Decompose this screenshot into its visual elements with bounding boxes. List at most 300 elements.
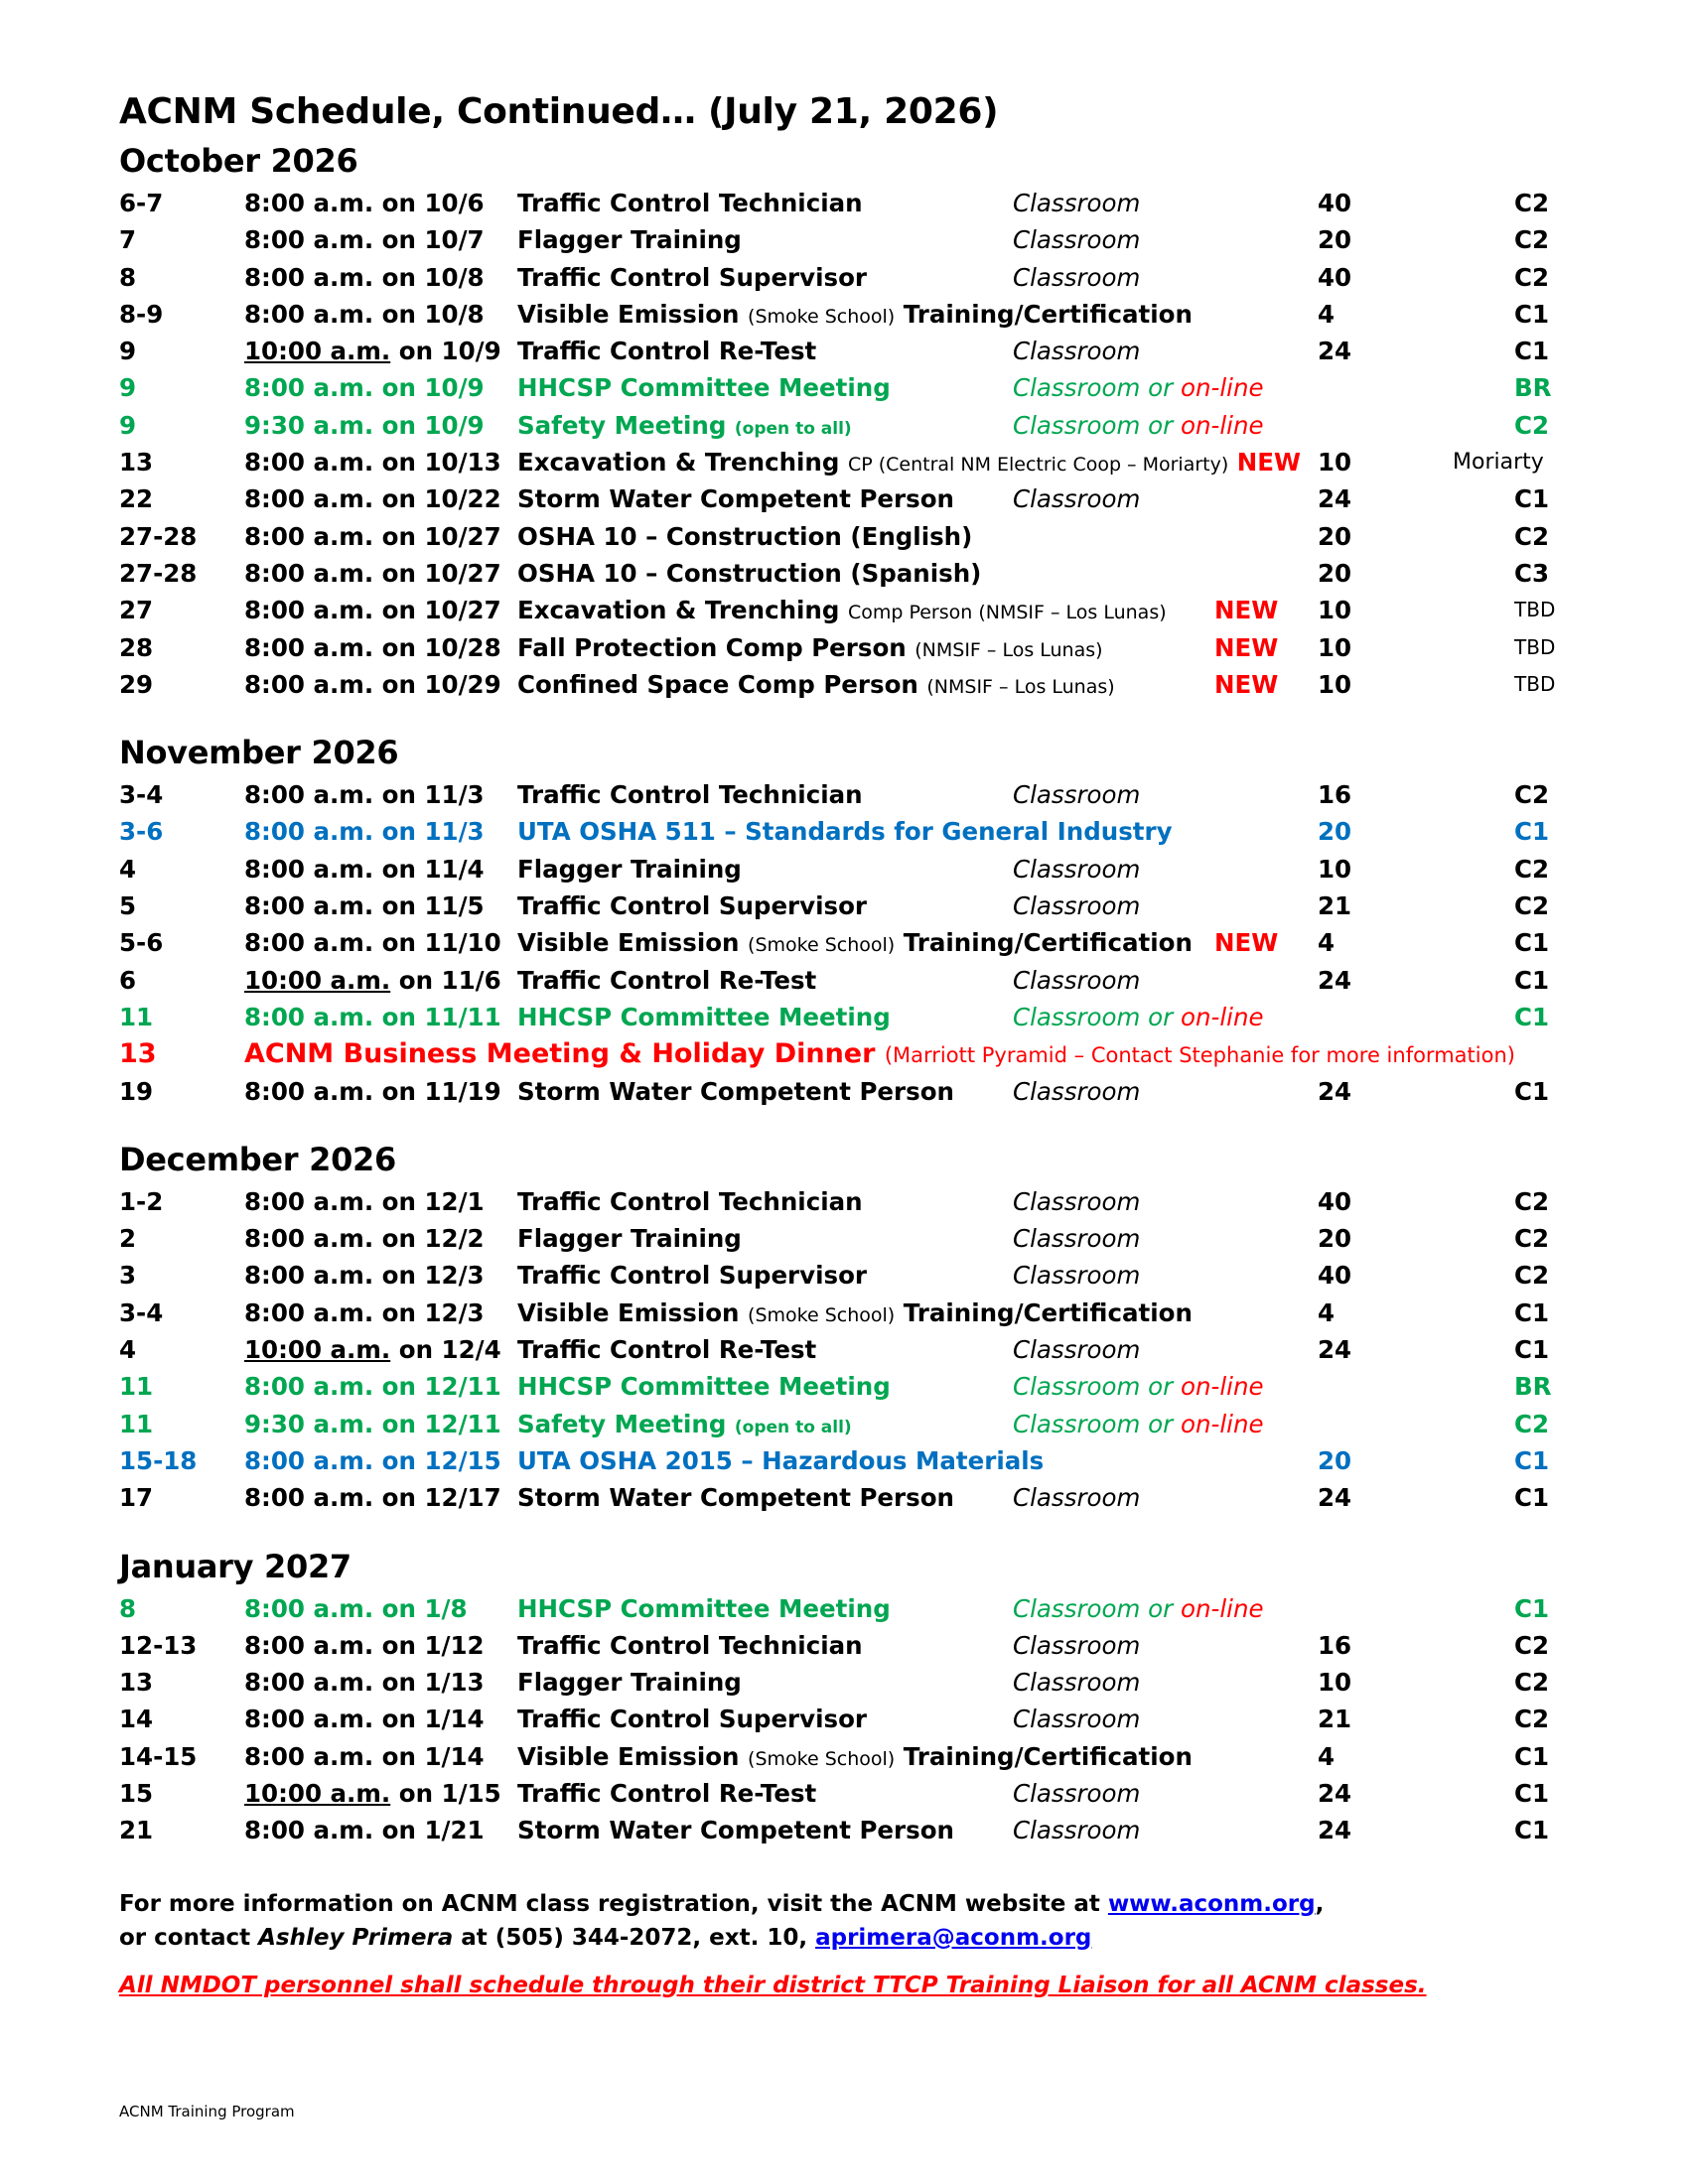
course-detail: CP (Central NM Electric Coop – Moriarty) bbox=[847, 454, 1229, 477]
row-hours: 10 bbox=[1318, 448, 1352, 478]
row-days: 9 bbox=[119, 373, 137, 403]
row-course: HHCSP Committee Meeting bbox=[517, 1002, 891, 1031]
row-days: 12-13 bbox=[119, 1630, 198, 1660]
course-detail: (Smoke School) bbox=[748, 1303, 896, 1326]
row-course: Traffic Control Re-Test bbox=[517, 965, 817, 995]
row-course: Safety Meeting (open to all) bbox=[517, 410, 852, 440]
row-hours: 24 bbox=[1318, 1335, 1352, 1365]
row-location: Classroom bbox=[1013, 1778, 1141, 1808]
row-hours: 40 bbox=[1318, 1261, 1352, 1291]
row-hours: 40 bbox=[1318, 189, 1352, 217]
row-hours: 20 bbox=[1318, 817, 1352, 847]
nmdot-warning: All NMDOT personnel shall schedule through their district TTCP Training Liaison for all ACNM classes. bbox=[119, 1972, 1427, 1998]
row-room: C2 bbox=[1514, 891, 1550, 921]
row-room: TBD bbox=[1514, 671, 1556, 696]
row-time: 8:00 a.m. on 11/19 bbox=[244, 1076, 501, 1106]
row-hours: 24 bbox=[1318, 337, 1352, 366]
row-time: 10:00 a.m. on 12/4 bbox=[244, 1335, 501, 1365]
schedule-row bbox=[119, 1073, 1589, 1110]
row-days: 6 bbox=[119, 965, 137, 995]
row-time: 8:00 a.m. on 12/11 bbox=[244, 1372, 501, 1402]
schedule-row bbox=[119, 1368, 1589, 1405]
row-hours: 40 bbox=[1318, 262, 1352, 292]
month-section bbox=[119, 1136, 1589, 1517]
row-time: 10:00 a.m. on 10/9 bbox=[244, 337, 501, 366]
row-time: 8:00 a.m. on 11/5 bbox=[244, 891, 485, 921]
row-days: 13 bbox=[119, 1668, 154, 1698]
row-time: 8:00 a.m. on 11/3 bbox=[244, 817, 485, 847]
schedule-months bbox=[119, 137, 1589, 1849]
row-time: 8:00 a.m. on 10/7 bbox=[244, 225, 485, 255]
row-room: C3 bbox=[1514, 558, 1550, 588]
row-location: Classroom bbox=[1013, 854, 1141, 884]
schedule-row bbox=[119, 1406, 1589, 1442]
schedule-row bbox=[119, 1590, 1589, 1627]
row-room: Moriarty bbox=[1453, 450, 1544, 476]
row-hours: 24 bbox=[1318, 1778, 1352, 1808]
row-time: 8:00 a.m. on 12/1 bbox=[244, 1186, 485, 1216]
schedule-row bbox=[119, 185, 1589, 221]
row-days: 19 bbox=[119, 1076, 154, 1106]
row-location: Classroom bbox=[1013, 189, 1141, 217]
row-room: C2 bbox=[1514, 410, 1550, 440]
row-room: C1 bbox=[1514, 1483, 1550, 1513]
row-course: Flagger Training bbox=[517, 854, 742, 884]
course-detail: (Smoke School) bbox=[748, 934, 896, 957]
course-detail: Comp Person (NMSIF – Los Lunas) bbox=[847, 602, 1167, 624]
row-time: 9:30 a.m. on 10/9 bbox=[244, 410, 485, 440]
schedule-row bbox=[119, 776, 1589, 813]
course-detail: (Smoke School) bbox=[748, 1747, 896, 1770]
row-location: Classroom bbox=[1013, 1186, 1141, 1216]
schedule-row bbox=[119, 555, 1589, 592]
row-course: Storm Water Competent Person bbox=[517, 1483, 954, 1513]
row-hours: 21 bbox=[1318, 891, 1352, 921]
row-time: 8:00 a.m. on 10/8 bbox=[244, 299, 485, 329]
row-days: 27-28 bbox=[119, 558, 198, 588]
schedule-row bbox=[119, 999, 1589, 1035]
row-room: C1 bbox=[1514, 1076, 1550, 1106]
row-time-underlined: 10:00 a.m. bbox=[244, 1778, 391, 1808]
row-days: 21 bbox=[119, 1816, 154, 1845]
row-location: Classroom bbox=[1013, 1668, 1141, 1698]
month-heading: October 2026 bbox=[119, 142, 358, 180]
row-location: Classroom bbox=[1013, 1335, 1141, 1365]
row-time: 8:00 a.m. on 10/22 bbox=[244, 484, 501, 514]
schedule-row bbox=[119, 333, 1589, 369]
row-days: 11 bbox=[119, 1372, 154, 1402]
row-time-underlined: 10:00 a.m. bbox=[244, 965, 391, 995]
row-time: 10:00 a.m. on 1/15 bbox=[244, 1778, 501, 1808]
row-course: Traffic Control Re-Test bbox=[517, 1335, 817, 1365]
row-course: UTA OSHA 511 – Standards for General Industry bbox=[517, 817, 1173, 847]
row-course: Flagger Training bbox=[517, 225, 742, 255]
row-course: Traffic Control Supervisor bbox=[517, 891, 868, 921]
schedule-row bbox=[119, 1738, 1589, 1775]
row-days: 14-15 bbox=[119, 1741, 198, 1771]
row-hours: 10 bbox=[1318, 854, 1352, 884]
row-time: 8:00 a.m. on 10/27 bbox=[244, 521, 501, 551]
new-badge: NEW bbox=[1214, 928, 1279, 958]
row-days: 3-6 bbox=[119, 817, 164, 847]
row-days: 11 bbox=[119, 1002, 154, 1031]
schedule-row bbox=[119, 1295, 1589, 1331]
month-heading: December 2026 bbox=[119, 1140, 396, 1178]
course-detail: (NMSIF – Los Lunas) bbox=[926, 675, 1115, 698]
row-hours: 10 bbox=[1318, 596, 1352, 625]
row-location: Classroom bbox=[1013, 891, 1141, 921]
schedule-row bbox=[119, 666, 1589, 703]
online-label: on-line bbox=[1181, 1593, 1264, 1623]
row-room: C1 bbox=[1514, 1593, 1550, 1623]
contact-text-2: or contact bbox=[119, 1924, 259, 1951]
row-days: 5-6 bbox=[119, 928, 164, 958]
course-detail: (open to all) bbox=[734, 1417, 852, 1437]
row-hours: 24 bbox=[1318, 965, 1352, 995]
new-badge: NEW bbox=[1236, 448, 1302, 478]
row-course: HHCSP Committee Meeting bbox=[517, 373, 891, 403]
row-room: C2 bbox=[1514, 1705, 1550, 1734]
row-course: Confined Space Comp Person (NMSIF – Los Lunas) bbox=[517, 669, 1115, 699]
row-hours: 20 bbox=[1318, 521, 1352, 551]
row-course: Flagger Training bbox=[517, 1668, 742, 1698]
row-time: 8:00 a.m. on 11/4 bbox=[244, 854, 485, 884]
row-hours: 24 bbox=[1318, 1076, 1352, 1106]
row-room: C2 bbox=[1514, 1630, 1550, 1660]
row-location: Classroom bbox=[1013, 262, 1141, 292]
month-section bbox=[119, 137, 1589, 703]
row-time: 8:00 a.m. on 11/10 bbox=[244, 928, 501, 958]
row-days: 29 bbox=[119, 669, 154, 699]
row-time: 8:00 a.m. on 10/8 bbox=[244, 262, 485, 292]
schedule-row bbox=[119, 407, 1589, 444]
row-time: 9:30 a.m. on 12/11 bbox=[244, 1409, 501, 1438]
row-location: Classroom bbox=[1013, 1076, 1141, 1106]
row-location: Classroom bbox=[1013, 1483, 1141, 1513]
schedule-row bbox=[119, 851, 1589, 887]
row-room: C2 bbox=[1514, 854, 1550, 884]
row-room: C2 bbox=[1514, 1668, 1550, 1698]
row-days: 6-7 bbox=[119, 189, 164, 217]
schedule-row bbox=[119, 1220, 1589, 1257]
contact-info bbox=[119, 1887, 1589, 1955]
row-time: 8:00 a.m. on 10/29 bbox=[244, 669, 501, 699]
row-location: Classroom bbox=[1013, 1816, 1141, 1845]
row-room: C2 bbox=[1514, 1409, 1550, 1438]
row-course: Storm Water Competent Person bbox=[517, 1816, 954, 1845]
row-course: OSHA 10 – Construction (Spanish) bbox=[517, 558, 982, 588]
row-time: 8:00 a.m. on 12/15 bbox=[244, 1445, 501, 1475]
row-days: 28 bbox=[119, 632, 154, 662]
schedule-row bbox=[119, 1664, 1589, 1701]
row-room: C2 bbox=[1514, 262, 1550, 292]
course-detail: (open to all) bbox=[734, 418, 852, 439]
row-time: 8:00 a.m. on 12/2 bbox=[244, 1224, 485, 1254]
schedule-row bbox=[119, 924, 1589, 961]
row-course: Traffic Control Re-Test bbox=[517, 1778, 817, 1808]
row-course: Visible Emission (Smoke School) Training/Certification bbox=[517, 299, 1193, 329]
schedule-row bbox=[119, 1331, 1589, 1368]
row-course: Safety Meeting (open to all) bbox=[517, 1409, 852, 1438]
row-location: Classroom or on-line bbox=[1013, 1372, 1264, 1402]
month-heading: January 2027 bbox=[119, 1547, 352, 1585]
online-label: on-line bbox=[1181, 373, 1264, 403]
row-time-underlined: 10:00 a.m. bbox=[244, 1335, 391, 1365]
row-time: 8:00 a.m. on 12/3 bbox=[244, 1297, 485, 1327]
contact-line-1 bbox=[119, 1887, 1589, 1921]
row-course: OSHA 10 – Construction (English) bbox=[517, 521, 973, 551]
row-time: 8:00 a.m. on 1/13 bbox=[244, 1668, 485, 1698]
online-label: on-line bbox=[1181, 1409, 1264, 1438]
schedule-row bbox=[119, 1627, 1589, 1664]
row-location: Classroom bbox=[1013, 337, 1141, 366]
course-detail: (NMSIF – Los Lunas) bbox=[914, 638, 1103, 661]
schedule-row bbox=[119, 369, 1589, 406]
row-location: Classroom bbox=[1013, 1224, 1141, 1254]
row-time: 8:00 a.m. on 1/8 bbox=[244, 1593, 468, 1623]
row-days: 3 bbox=[119, 1261, 137, 1291]
schedule-row bbox=[119, 1701, 1589, 1737]
row-days: 4 bbox=[119, 1335, 137, 1365]
row-days: 5 bbox=[119, 891, 137, 921]
row-room: C1 bbox=[1514, 1741, 1550, 1771]
contact-text: For more information on ACNM class registration, visit the ACNM website at bbox=[119, 1890, 1108, 1917]
contact-name: Ashley Primera bbox=[258, 1924, 454, 1951]
row-room: C1 bbox=[1514, 1445, 1550, 1475]
row-hours: 21 bbox=[1318, 1705, 1352, 1734]
row-room: C2 bbox=[1514, 189, 1550, 217]
row-course: Excavation & Trenching Comp Person (NMSIF – Los Lunas) bbox=[517, 596, 1167, 625]
row-room: C1 bbox=[1514, 484, 1550, 514]
schedule-row bbox=[119, 1183, 1589, 1220]
schedule-row bbox=[119, 592, 1589, 628]
email-link[interactable]: aprimera@aconm.org bbox=[815, 1924, 1092, 1951]
row-hours: 16 bbox=[1318, 1630, 1352, 1660]
row-hours: 10 bbox=[1318, 1668, 1352, 1698]
row-course: Visible Emission (Smoke School) Training/Certification bbox=[517, 1741, 1193, 1771]
row-hours: 20 bbox=[1318, 1224, 1352, 1254]
online-label: on-line bbox=[1181, 410, 1264, 440]
month-section bbox=[119, 1543, 1589, 1849]
row-hours: 4 bbox=[1318, 928, 1336, 958]
row-course: Fall Protection Comp Person (NMSIF – Los Lunas) bbox=[517, 632, 1103, 662]
row-hours: 10 bbox=[1318, 669, 1352, 699]
row-course: Traffic Control Re-Test bbox=[517, 337, 817, 366]
row-location: Classroom or on-line bbox=[1013, 1409, 1264, 1438]
schedule-row bbox=[119, 444, 1589, 480]
contact-phone: at (505) 344-2072, ext. 10, bbox=[453, 1924, 816, 1951]
row-room: TBD bbox=[1514, 598, 1556, 622]
schedule-row bbox=[119, 1775, 1589, 1812]
row-room: BR bbox=[1514, 373, 1552, 403]
row-time: 10:00 a.m. on 11/6 bbox=[244, 965, 501, 995]
row-room: C1 bbox=[1514, 817, 1550, 847]
row-room: C2 bbox=[1514, 521, 1550, 551]
row-days: 15 bbox=[119, 1778, 154, 1808]
row-course: Storm Water Competent Person bbox=[517, 484, 954, 514]
row-course: Traffic Control Supervisor bbox=[517, 1261, 868, 1291]
row-room: C1 bbox=[1514, 928, 1550, 958]
row-course: Flagger Training bbox=[517, 1224, 742, 1254]
row-room: C2 bbox=[1514, 1224, 1550, 1254]
row-time: 8:00 a.m. on 11/3 bbox=[244, 780, 485, 810]
row-location: Classroom or on-line bbox=[1013, 373, 1264, 403]
page-footer: ACNM Training Program bbox=[119, 2103, 295, 2120]
schedule-row bbox=[119, 887, 1589, 924]
row-hours: 4 bbox=[1318, 1741, 1336, 1771]
schedule-row bbox=[119, 629, 1589, 666]
row-days: 14 bbox=[119, 1705, 154, 1734]
schedule-row bbox=[119, 1479, 1589, 1516]
row-location: Classroom bbox=[1013, 965, 1141, 995]
row-room: C1 bbox=[1514, 965, 1550, 995]
schedule-row bbox=[119, 296, 1589, 333]
schedule-row bbox=[119, 221, 1589, 258]
row-days: 8-9 bbox=[119, 299, 164, 329]
row-room: C1 bbox=[1514, 1816, 1550, 1845]
row-hours: 20 bbox=[1318, 225, 1352, 255]
online-label: on-line bbox=[1181, 1372, 1264, 1402]
website-link[interactable]: www.aconm.org bbox=[1107, 1890, 1316, 1917]
row-location: Classroom bbox=[1013, 1630, 1141, 1660]
row-course: Traffic Control Supervisor bbox=[517, 262, 868, 292]
row-location: Classroom or on-line bbox=[1013, 1593, 1264, 1623]
row-days: 3-4 bbox=[119, 1297, 164, 1327]
row-room: C2 bbox=[1514, 780, 1550, 810]
special-event-row bbox=[119, 1035, 1589, 1072]
row-time: 8:00 a.m. on 12/17 bbox=[244, 1483, 501, 1513]
row-course: Traffic Control Technician bbox=[517, 189, 863, 217]
row-location: Classroom or on-line bbox=[1013, 1002, 1264, 1031]
row-location: Classroom bbox=[1013, 1261, 1141, 1291]
row-location: Classroom bbox=[1013, 484, 1141, 514]
row-location: Classroom bbox=[1013, 780, 1141, 810]
event-day: 13 bbox=[119, 1038, 157, 1070]
event-title: ACNM Business Meeting & Holiday Dinner (Marriott Pyramid – Contact Stephanie for more information) bbox=[244, 1038, 1515, 1070]
schedule-row bbox=[119, 480, 1589, 517]
row-location: Classroom bbox=[1013, 1705, 1141, 1734]
row-course: Traffic Control Technician bbox=[517, 1630, 863, 1660]
new-badge: NEW bbox=[1214, 632, 1279, 662]
new-badge: NEW bbox=[1214, 669, 1279, 699]
new-badge: NEW bbox=[1214, 596, 1279, 625]
month-section bbox=[119, 729, 1589, 1110]
course-detail: (Smoke School) bbox=[748, 305, 896, 328]
row-time-underlined: 10:00 a.m. bbox=[244, 337, 391, 366]
row-hours: 24 bbox=[1318, 1483, 1352, 1513]
row-room: C2 bbox=[1514, 1186, 1550, 1216]
row-hours: 24 bbox=[1318, 484, 1352, 514]
row-days: 8 bbox=[119, 1593, 137, 1623]
row-course: Storm Water Competent Person bbox=[517, 1076, 954, 1106]
row-room: C2 bbox=[1514, 225, 1550, 255]
row-time: 8:00 a.m. on 1/21 bbox=[244, 1816, 485, 1845]
row-days: 27-28 bbox=[119, 521, 198, 551]
schedule-row bbox=[119, 1442, 1589, 1479]
month-heading: November 2026 bbox=[119, 734, 399, 772]
row-days: 17 bbox=[119, 1483, 154, 1513]
row-days: 4 bbox=[119, 854, 137, 884]
row-time: 8:00 a.m. on 10/9 bbox=[244, 373, 485, 403]
row-room: C1 bbox=[1514, 1002, 1550, 1031]
row-days: 11 bbox=[119, 1409, 154, 1438]
row-time: 8:00 a.m. on 1/14 bbox=[244, 1705, 485, 1734]
row-time: 8:00 a.m. on 11/11 bbox=[244, 1002, 501, 1031]
row-hours: 20 bbox=[1318, 558, 1352, 588]
schedule-row bbox=[119, 518, 1589, 555]
contact-line-2 bbox=[119, 1921, 1589, 1955]
row-time: 8:00 a.m. on 1/12 bbox=[244, 1630, 485, 1660]
row-room: C1 bbox=[1514, 299, 1550, 329]
row-time: 8:00 a.m. on 10/27 bbox=[244, 596, 501, 625]
row-days: 1-2 bbox=[119, 1186, 164, 1216]
row-days: 13 bbox=[119, 448, 154, 478]
row-course: Visible Emission (Smoke School) Training/Certification bbox=[517, 1297, 1193, 1327]
schedule-row bbox=[119, 1812, 1589, 1848]
row-room: C1 bbox=[1514, 1297, 1550, 1327]
online-label: on-line bbox=[1181, 1002, 1264, 1031]
row-time: 8:00 a.m. on 10/27 bbox=[244, 558, 501, 588]
row-time: 8:00 a.m. on 12/3 bbox=[244, 1261, 485, 1291]
row-time: 8:00 a.m. on 10/6 bbox=[244, 189, 485, 217]
row-hours: 20 bbox=[1318, 1445, 1352, 1475]
row-time: 8:00 a.m. on 1/14 bbox=[244, 1741, 485, 1771]
row-hours: 40 bbox=[1318, 1186, 1352, 1216]
row-room: C1 bbox=[1514, 337, 1550, 366]
schedule-row bbox=[119, 259, 1589, 296]
row-location: Classroom or on-line bbox=[1013, 410, 1264, 440]
row-course: HHCSP Committee Meeting bbox=[517, 1372, 891, 1402]
row-hours: 16 bbox=[1318, 780, 1352, 810]
row-days: 9 bbox=[119, 410, 137, 440]
row-days: 15-18 bbox=[119, 1445, 198, 1475]
row-days: 27 bbox=[119, 596, 154, 625]
page-title: ACNM Schedule, Continued… (July 21, 2026) bbox=[119, 91, 999, 132]
contact-punct: , bbox=[1315, 1890, 1325, 1917]
row-room: BR bbox=[1514, 1372, 1552, 1402]
row-days: 3-4 bbox=[119, 780, 164, 810]
row-days: 22 bbox=[119, 484, 154, 514]
row-room: C1 bbox=[1514, 1335, 1550, 1365]
row-hours: 10 bbox=[1318, 632, 1352, 662]
row-hours: 4 bbox=[1318, 299, 1336, 329]
schedule-row bbox=[119, 813, 1589, 850]
row-course: Traffic Control Technician bbox=[517, 1186, 863, 1216]
row-course: UTA OSHA 2015 – Hazardous Materials bbox=[517, 1445, 1045, 1475]
row-days: 2 bbox=[119, 1224, 137, 1254]
row-location: Classroom bbox=[1013, 225, 1141, 255]
row-room: C1 bbox=[1514, 1778, 1550, 1808]
row-course: HHCSP Committee Meeting bbox=[517, 1593, 891, 1623]
row-hours: 24 bbox=[1318, 1816, 1352, 1845]
schedule-row bbox=[119, 962, 1589, 999]
row-days: 8 bbox=[119, 262, 137, 292]
row-days: 9 bbox=[119, 337, 137, 366]
row-time: 8:00 a.m. on 10/13 bbox=[244, 448, 501, 478]
row-course: Excavation & Trenching CP (Central NM Electric Coop – Moriarty) NEW bbox=[517, 448, 1302, 478]
event-note: (Marriott Pyramid – Contact Stephanie for more information) bbox=[884, 1043, 1515, 1068]
row-room: TBD bbox=[1514, 634, 1556, 659]
schedule-page bbox=[119, 87, 1589, 1998]
row-hours: 4 bbox=[1318, 1297, 1336, 1327]
row-room: C2 bbox=[1514, 1261, 1550, 1291]
row-course: Traffic Control Supervisor bbox=[517, 1705, 868, 1734]
schedule-row bbox=[119, 1257, 1589, 1294]
row-course: Traffic Control Technician bbox=[517, 780, 863, 810]
row-days: 7 bbox=[119, 225, 137, 255]
row-course: Visible Emission (Smoke School) Training/Certification bbox=[517, 928, 1193, 958]
row-time: 8:00 a.m. on 10/28 bbox=[244, 632, 501, 662]
